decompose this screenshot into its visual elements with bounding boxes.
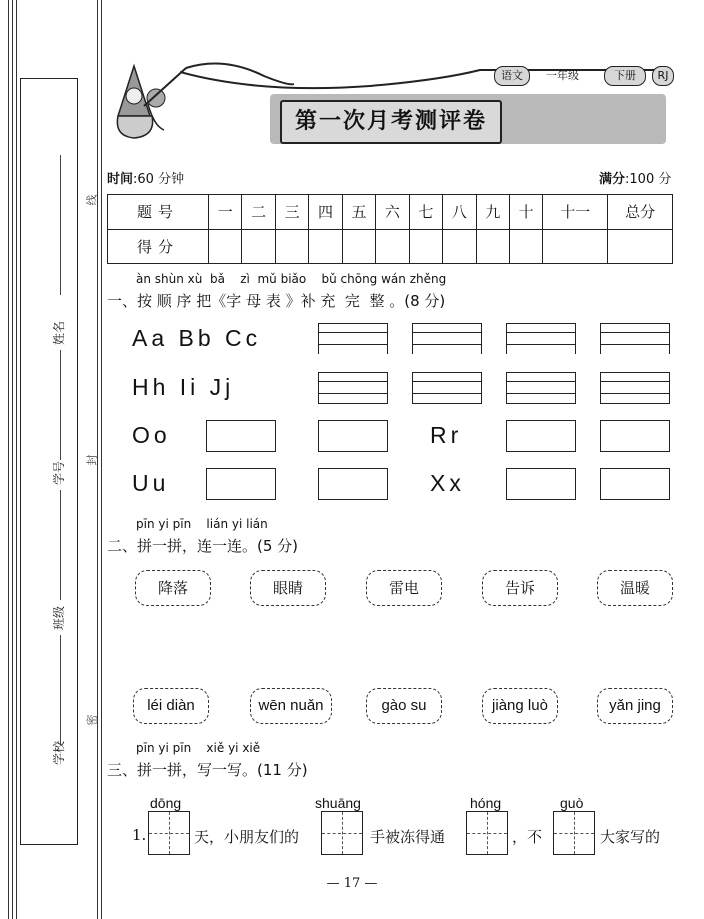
subject-tag: 语文 bbox=[494, 66, 530, 86]
letters-uu: Uu bbox=[132, 470, 170, 496]
school-blank bbox=[60, 635, 61, 745]
score-table bbox=[107, 194, 673, 264]
pinyin-card[interactable]: gào su bbox=[366, 688, 442, 724]
sentence-part: 天，小朋友们的 bbox=[194, 828, 300, 846]
row-head-label: 题号 bbox=[108, 195, 209, 230]
score-cell[interactable] bbox=[443, 229, 476, 264]
col-6: 六 bbox=[376, 195, 409, 230]
name-label: 姓名 bbox=[52, 320, 66, 345]
letter-answer-box[interactable] bbox=[506, 420, 576, 452]
word-card[interactable]: 雷电 bbox=[366, 570, 442, 606]
section1-pinyin: àn shùn xù bǎ zì mǔ biǎo bǔ chōng wán zhěng bbox=[136, 272, 447, 286]
score-table-header-row bbox=[108, 195, 673, 230]
pinyin-card[interactable]: léi diàn bbox=[133, 688, 209, 724]
pinyin-card[interactable]: jiàng luò bbox=[482, 688, 558, 724]
page-number: — 17 — bbox=[326, 876, 378, 891]
section2-pinyin: pīn yi pīn lián yi lián bbox=[136, 517, 268, 531]
tianzige-box[interactable] bbox=[466, 811, 508, 855]
score-cell[interactable] bbox=[309, 229, 342, 264]
col-5: 五 bbox=[342, 195, 375, 230]
grade-tag: 一年级 bbox=[546, 69, 579, 82]
row-score-label: 得分 bbox=[108, 229, 209, 264]
sentence-part: ，不 bbox=[512, 828, 543, 846]
tianzige-box[interactable] bbox=[321, 811, 363, 855]
section1-heading: 一、按 顺 序 把《字 母 表 》补 充 完 整 。(8 分) bbox=[107, 292, 446, 310]
letter-answer-box[interactable] bbox=[600, 420, 670, 452]
letter-answer-box[interactable] bbox=[412, 323, 482, 354]
col-10: 十 bbox=[509, 195, 542, 230]
letters-row1: Aa Bb Cc bbox=[132, 325, 262, 351]
letters-oo: Oo bbox=[132, 422, 171, 448]
letters-xx: Xx bbox=[430, 470, 465, 496]
full-score: 满分:100 分 bbox=[599, 172, 672, 187]
letter-answer-box[interactable] bbox=[600, 323, 670, 354]
binding-line bbox=[8, 0, 9, 919]
word-card[interactable]: 眼睛 bbox=[250, 570, 326, 606]
class-blank bbox=[60, 490, 61, 600]
letter-answer-box[interactable] bbox=[600, 468, 670, 500]
tianzige-box[interactable] bbox=[148, 811, 190, 855]
score-cell[interactable] bbox=[242, 229, 275, 264]
pinyin-hint: guò bbox=[560, 795, 584, 811]
word-card[interactable]: 告诉 bbox=[482, 570, 558, 606]
letter-answer-box[interactable] bbox=[600, 372, 670, 404]
score-cell[interactable] bbox=[275, 229, 308, 264]
letter-answer-box[interactable] bbox=[506, 323, 576, 354]
col-1: 一 bbox=[209, 195, 242, 230]
pinyin-hint: shuāng bbox=[315, 795, 361, 811]
page-title: 第一次月考测评卷 bbox=[280, 100, 502, 144]
letters-rr: Rr bbox=[430, 422, 463, 448]
letter-answer-box[interactable] bbox=[506, 372, 576, 404]
score-cell[interactable] bbox=[342, 229, 375, 264]
score-cell[interactable] bbox=[209, 229, 242, 264]
col-11: 十一 bbox=[543, 195, 608, 230]
score-cell[interactable] bbox=[376, 229, 409, 264]
col-3: 三 bbox=[275, 195, 308, 230]
name-blank bbox=[60, 155, 61, 295]
pinyin-card[interactable]: yǎn jing bbox=[597, 688, 673, 724]
section3-pinyin: pīn yi pīn xiě yi xiě bbox=[136, 741, 261, 755]
col-9: 九 bbox=[476, 195, 509, 230]
letter-answer-box[interactable] bbox=[412, 372, 482, 404]
col-4: 四 bbox=[309, 195, 342, 230]
tianzige-box[interactable] bbox=[553, 811, 595, 855]
binding-line bbox=[12, 0, 13, 919]
section2-heading: 二、拼一拼，连一连。(5 分) bbox=[107, 537, 299, 555]
student-info-box bbox=[20, 78, 78, 845]
section3-heading: 三、拼一拼，写一写。(11 分) bbox=[107, 761, 308, 779]
col-8: 八 bbox=[443, 195, 476, 230]
edition-tag: RJ bbox=[652, 66, 674, 86]
col-7: 七 bbox=[409, 195, 442, 230]
number-blank bbox=[60, 350, 61, 460]
letter-answer-box[interactable] bbox=[318, 372, 388, 404]
col-total: 总分 bbox=[608, 195, 673, 230]
binding-line bbox=[101, 0, 102, 919]
seal-close-char: 密 bbox=[85, 714, 99, 726]
question-number: 1. bbox=[132, 826, 147, 844]
score-cell[interactable] bbox=[509, 229, 542, 264]
letter-answer-box[interactable] bbox=[318, 468, 388, 500]
seal-seal-char: 封 bbox=[85, 454, 99, 466]
number-label: 学号 bbox=[52, 460, 66, 485]
score-cell[interactable] bbox=[543, 229, 608, 264]
sentence-part: 大家写的 bbox=[600, 828, 661, 846]
letter-answer-box[interactable] bbox=[206, 420, 276, 452]
volume-tag: 下册 bbox=[604, 66, 646, 86]
letter-answer-box[interactable] bbox=[318, 323, 388, 354]
binding-line bbox=[16, 0, 17, 919]
score-cell[interactable] bbox=[608, 229, 673, 264]
score-table-score-row bbox=[108, 229, 673, 264]
exam-time: 时间:60 分钟 bbox=[107, 172, 185, 187]
letter-answer-box[interactable] bbox=[506, 468, 576, 500]
word-card[interactable]: 降落 bbox=[135, 570, 211, 606]
letter-answer-box[interactable] bbox=[206, 468, 276, 500]
letter-answer-box[interactable] bbox=[318, 420, 388, 452]
sentence-part: 手被冻得通 bbox=[370, 828, 446, 846]
class-label: 班级 bbox=[52, 605, 66, 630]
seal-line-char: 线 bbox=[85, 194, 99, 206]
pinyin-card[interactable]: wēn nuǎn bbox=[250, 688, 332, 724]
score-cell[interactable] bbox=[409, 229, 442, 264]
school-label: 学校 bbox=[52, 740, 66, 765]
score-cell[interactable] bbox=[476, 229, 509, 264]
letters-row2: Hh Ii Jj bbox=[132, 374, 235, 400]
col-2: 二 bbox=[242, 195, 275, 230]
word-card[interactable]: 温暖 bbox=[597, 570, 673, 606]
pinyin-hint: dōng bbox=[150, 795, 182, 811]
pinyin-hint: hóng bbox=[470, 795, 502, 811]
